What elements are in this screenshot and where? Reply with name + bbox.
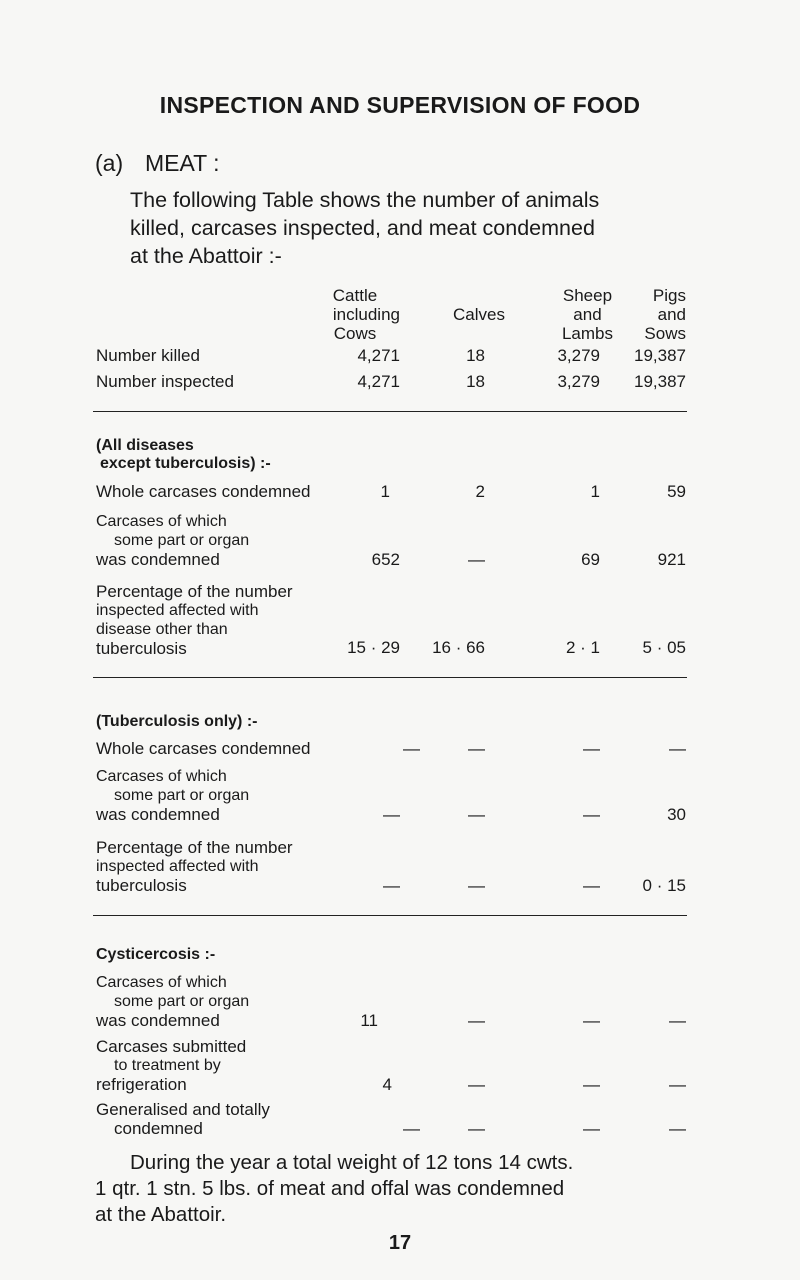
cell-tb-part-pigs: 30 [667,805,686,824]
label-line: was condemned [96,1011,220,1030]
label-line: some part or organ [114,993,250,1010]
cell-ad-whole-sheep: 1 [590,482,600,501]
column-header-calves [453,305,505,324]
divider [93,677,687,678]
row-label-cy-part [96,973,249,1030]
cell-killed-pigs: 19,387 [634,346,686,365]
label-line: Carcases of which [96,768,227,785]
cell-tb-part-sheep: — [583,805,600,824]
cell-cy-general-cattle: — [403,1119,420,1138]
cell-tb-pct-calves: — [468,876,485,895]
label-line: tuberculosis [96,876,187,895]
section-heading-cysticercosis [96,946,215,964]
section-label: (a) [95,150,124,176]
row-label-part-condemned [96,512,249,569]
label-line: some part or organ [114,532,250,549]
column-header-line: Sheep [562,286,613,305]
column-header-line: and [573,305,602,324]
section-heading [95,150,220,177]
section-heading-all-diseases [96,437,271,473]
cell-inspected-sheep: 3,279 [557,372,600,391]
column-header-sheep [562,286,613,343]
cell-inspected-calves: 18 [466,372,485,391]
heading-line: except tuberculosis) :- [100,455,271,472]
cell-ad-whole-cattle: 1 [380,482,390,501]
cell-ad-pct-sheep: 2 · 1 [565,638,600,657]
intro-line: The following Table shows the number of animals [130,188,600,212]
cell-tb-part-cattle: — [383,805,400,824]
cell-cy-part-pigs: — [669,1011,686,1030]
cell-ad-part-pigs: 921 [657,550,686,569]
cell-tb-pct-cattle: — [383,876,400,895]
column-header-cattle [310,286,400,343]
cell-ad-part-sheep: 69 [581,550,600,569]
label-line: Carcases submitted [96,1037,247,1056]
page-number: 17 [388,1232,412,1254]
cell-ad-part-calves: — [468,550,485,569]
cell-cy-general-pigs: — [669,1119,686,1138]
cell-cy-refrig-sheep: — [583,1075,600,1094]
divider [93,915,687,916]
intro-paragraph [130,186,710,270]
cell-ad-part-cattle: 652 [371,550,400,569]
column-header-pigs [644,286,686,343]
label-line: Percentage of the number [96,838,293,857]
row-label-whole-condemned: Whole carcases condemned [96,482,311,501]
heading-line: (All diseases [96,437,194,454]
row-label-tb-percentage [96,838,293,895]
label-line: was condemned [96,805,220,824]
label-line: inspected affected with [96,858,259,875]
cell-ad-pct-pigs: 5 · 05 [642,638,686,657]
column-header-line: Cows [333,324,377,343]
row-label-inspected: Number inspected [96,372,234,391]
row-label-cy-general [96,1100,270,1138]
closing-line: 1 qtr. 1 stn. 5 lbs. of meat and offal was condemned [95,1177,565,1200]
row-label-cy-refrig [96,1037,246,1094]
cell-cy-refrig-cattle: 4 [382,1075,392,1094]
cell-inspected-cattle: 4,271 [357,372,400,391]
label-line: Generalised and totally [96,1100,270,1119]
page-title: INSPECTION AND SUPERVISION OF FOOD [159,92,641,118]
closing-line: During the year a total weight of 12 tons 14 cwts. [130,1151,574,1174]
label-line: Percentage of the number [96,582,293,601]
label-line: condemned [114,1119,203,1138]
cell-cy-refrig-calves: — [468,1075,485,1094]
cell-cy-part-sheep: — [583,1011,600,1030]
cell-ad-whole-calves: 2 [475,482,485,501]
label-line: inspected affected with [96,602,259,619]
cell-cy-part-cattle: 11 [360,1011,378,1030]
row-label-killed: Number killed [96,346,200,365]
closing-paragraph [95,1150,695,1228]
cell-ad-whole-pigs: 59 [667,482,686,501]
divider [93,411,687,412]
cell-killed-sheep: 3,279 [557,346,600,365]
intro-line: at the Abattoir :- [130,244,282,268]
cell-ad-pct-cattle: 15 · 29 [347,638,400,657]
heading-line: Cysticercosis :- [96,946,216,963]
label-line: Carcases of which [96,513,227,530]
label-line: disease other than [96,621,228,638]
intro-line: killed, carcases inspected, and meat condemned [130,216,595,240]
cell-cy-part-calves: — [468,1011,485,1030]
cell-tb-whole-pigs: — [669,739,686,758]
cell-tb-whole-sheep: — [583,739,600,758]
cell-tb-part-calves: — [468,805,485,824]
closing-line: at the Abattoir. [95,1203,227,1226]
cell-tb-pct-sheep: — [583,876,600,895]
row-label-tb-part [96,767,249,824]
cell-killed-calves: 18 [466,346,485,365]
column-header-line: Sows [644,324,686,343]
cell-cy-general-calves: — [468,1119,485,1138]
column-header-line: and [657,305,686,324]
cell-killed-cattle: 4,271 [357,346,400,365]
label-line: tuberculosis [96,639,187,658]
label-line: refrigeration [96,1075,187,1094]
row-label-percentage [96,582,293,658]
cell-tb-whole-calves: — [468,739,485,758]
column-header-line: including [332,305,400,324]
cell-inspected-pigs: 19,387 [634,372,686,391]
section-name: MEAT : [145,150,220,176]
cell-cy-refrig-pigs: — [669,1075,686,1094]
column-header-line: Calves [453,305,505,324]
heading-line: (Tuberculosis only) :- [96,713,258,730]
section-heading-tb-only [96,713,257,731]
cell-cy-general-sheep: — [583,1119,600,1138]
column-header-line: Lambs [561,324,613,343]
column-header-line: Pigs [652,286,686,305]
label-line: some part or organ [114,787,250,804]
cell-ad-pct-calves: 16 · 66 [432,638,485,657]
label-line: Carcases of which [96,974,227,991]
cell-tb-pct-pigs: 0 · 15 [642,876,686,895]
cell-tb-whole-cattle: — [403,739,420,758]
column-header-line: Cattle [332,286,378,305]
label-line: was condemned [96,550,220,569]
row-label-tb-whole: Whole carcases condemned [96,739,311,758]
label-line: to treatment by [114,1057,221,1074]
